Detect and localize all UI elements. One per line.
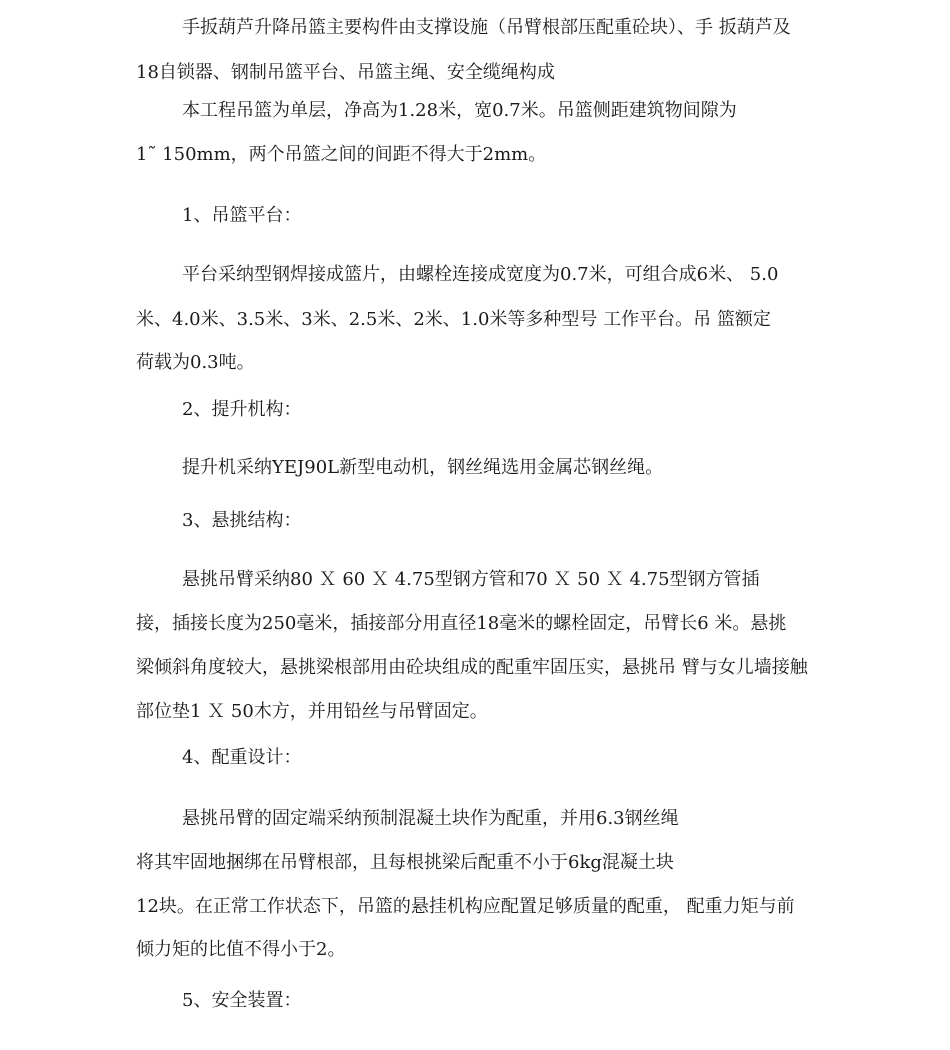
counterweight-line-4: 倾力矩的比值不得小于2。 [136,939,346,960]
intro-line-1: 手扳葫芦升降吊篮主要构件由支撑设施（吊臂根部压配重砼块）、手 扳葫芦及 [182,17,791,38]
counterweight-line-2: 将其牢固地捆绑在吊臂根部，且每根挑梁后配重不小于6kg混凝土块 [136,852,674,873]
lifting-line-1: 提升机采纳YEJ90L新型电动机，钢丝绳选用金属芯钢丝绳。 [182,457,664,478]
cantilever-line-2: 接，插接长度为250毫米，插接部分用直径18毫米的螺栓固定，吊臂长6 米。悬挑 [136,613,787,634]
section-heading-counterweight: 4、配重设计： [182,747,302,768]
counterweight-line-3: 12块。在正常工作状态下，吊篮的悬挂机构应配置足够质量的配重， 配重力矩与前 [136,896,795,917]
cantilever-line-4: 部位垫1 Ｘ 50木方，并用铅丝与吊臂固定。 [136,701,488,722]
summary-line-2: 1˜ 150mm，两个吊篮之间的间距不得大于2mm。 [136,144,547,165]
counterweight-line-1: 悬挑吊臂的固定端采纳预制混凝土块作为配重，并用6.3钢丝绳 [182,808,679,829]
section-heading-lifting: 2、提升机构： [182,399,302,420]
section-heading-safety: 5、安全装置： [182,990,302,1011]
section-heading-platform: 1、吊篮平台： [182,205,302,226]
cantilever-line-3: 梁倾斜角度较大，悬挑梁根部用由砼块组成的配重牢固压实，悬挑吊 臂与女儿墙接触 [136,657,808,678]
cantilever-line-1: 悬挑吊臂采纳80 Ｘ 60 Ｘ 4.75型钢方管和70 Ｘ 50 Ｘ 4.75型钢方管插 [182,569,760,590]
intro-line-2: 18自锁器、钢制吊篮平台、吊篮主绳、安全缆绳构成 [136,62,555,83]
section-heading-cantilever: 3、悬挑结构： [182,510,302,531]
platform-line-1: 平台采纳型钢焊接成篮片，由螺栓连接成宽度为0.7米，可组合成6米、 5.0 [182,264,779,285]
platform-line-2: 米、4.0米、3.5米、3米、2.5米、2米、1.0米等多种型号 工作平台。吊 篮额定 [136,309,771,330]
platform-line-3: 荷载为0.3吨。 [136,352,255,373]
summary-line-1: 本工程吊篮为单层，净高为1.28米，宽0.7米。吊篮侧距建筑物间隙为 [182,100,737,121]
